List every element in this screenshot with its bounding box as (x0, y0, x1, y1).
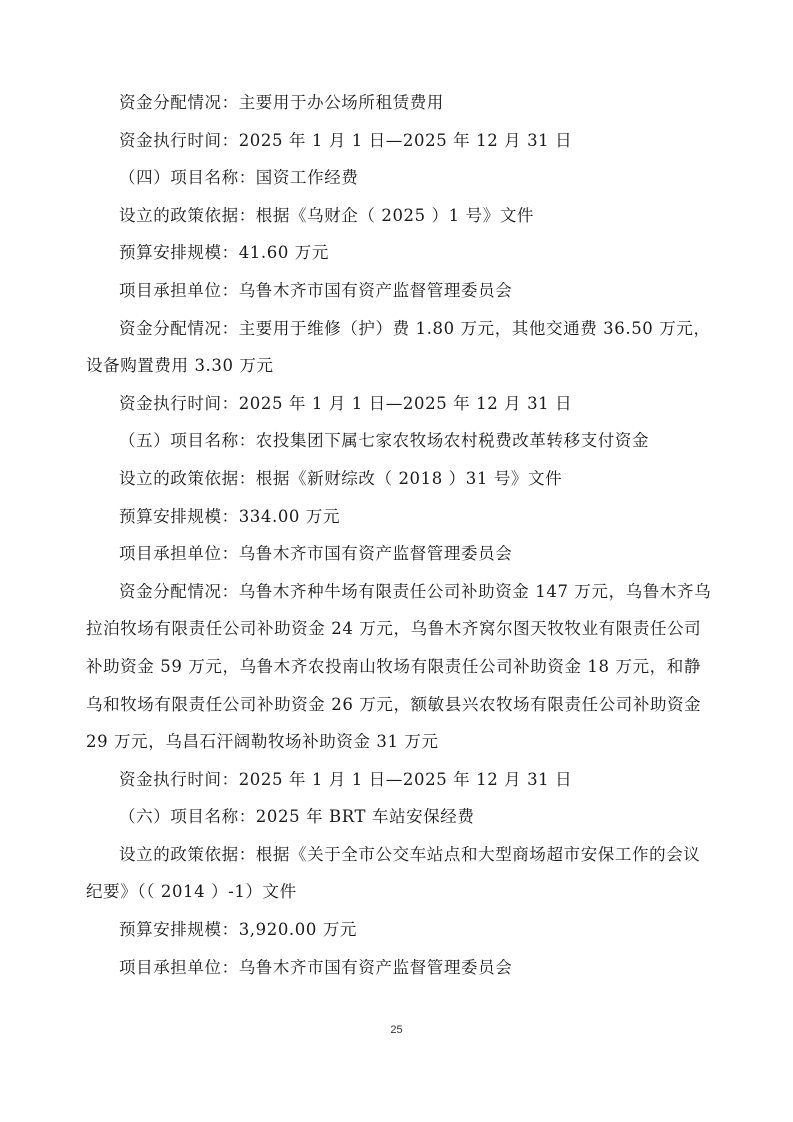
paragraph: 设立的政策依据：根据《乌财企（ 2025 ）1 号》文件 (119, 205, 535, 225)
body-text (86, 84, 712, 986)
page-number: 25 (390, 1024, 403, 1036)
paragraph: 预算安排规模：334.00 万元 (119, 506, 341, 526)
section-heading: （四）项目名称：国资工作经费 (119, 168, 359, 188)
section-heading: （五）项目名称：农投集团下属七家农牧场农村税费改革转移支付资金 (119, 431, 650, 451)
paragraph: 资金分配情况：主要用于办公场所租赁费用 (119, 93, 444, 112)
paragraph: 资金分配情况：主要用于维修（护）费 1.80 万元，其他交通费 36.50 万元，设备购置费用 3.30 万元 (86, 318, 711, 376)
paragraph: 资金分配情况：乌鲁木齐种牛场有限责任公司补助资金 147 万元，乌鲁木齐乌拉泊牧场有限责任公司补助资金 24 万元，乌鲁木齐窝尔图天牧牧业有限责任公司补助资金 59 万元，乌鲁木齐农投南山牧场有限责任公司补助资金 18 万元，和静乌和牧场有限责任公司补助资金 26 万元，额敏县兴农牧场有限责任公司补助资金 29 万元，乌昌石汗阔勒牧场补助资金 31 万元 (86, 581, 712, 752)
paragraph: 项目承担单位：乌鲁木齐市国有资产监督管理委员会 (119, 544, 513, 564)
paragraph: 设立的政策依据：根据《新财综改（ 2018 ）31 号》文件 (119, 468, 563, 488)
paragraph: 资金执行时间：2025 年 1 月 1 日—2025 年 12 月 31 日 (119, 130, 573, 150)
paragraph: 资金执行时间：2025 年 1 月 1 日—2025 年 12 月 31 日 (119, 393, 573, 413)
paragraph: 预算安排规模：3,920.00 万元 (119, 920, 358, 940)
paragraph: 项目承担单位：乌鲁木齐市国有资产监督管理委员会 (119, 957, 513, 977)
paragraph: 资金执行时间：2025 年 1 月 1 日—2025 年 12 月 31 日 (119, 769, 573, 789)
paragraph: 项目承担单位：乌鲁木齐市国有资产监督管理委员会 (119, 280, 513, 300)
section-heading: （六）项目名称：2025 年 BRT 车站安保经费 (119, 807, 475, 827)
paragraph: 预算安排规模：41.60 万元 (119, 243, 329, 263)
paragraph: 设立的政策依据：根据《关于全市公交车站点和大型商场超市安保工作的会议纪要》（（ 2014 ）-1）文件 (86, 844, 701, 902)
